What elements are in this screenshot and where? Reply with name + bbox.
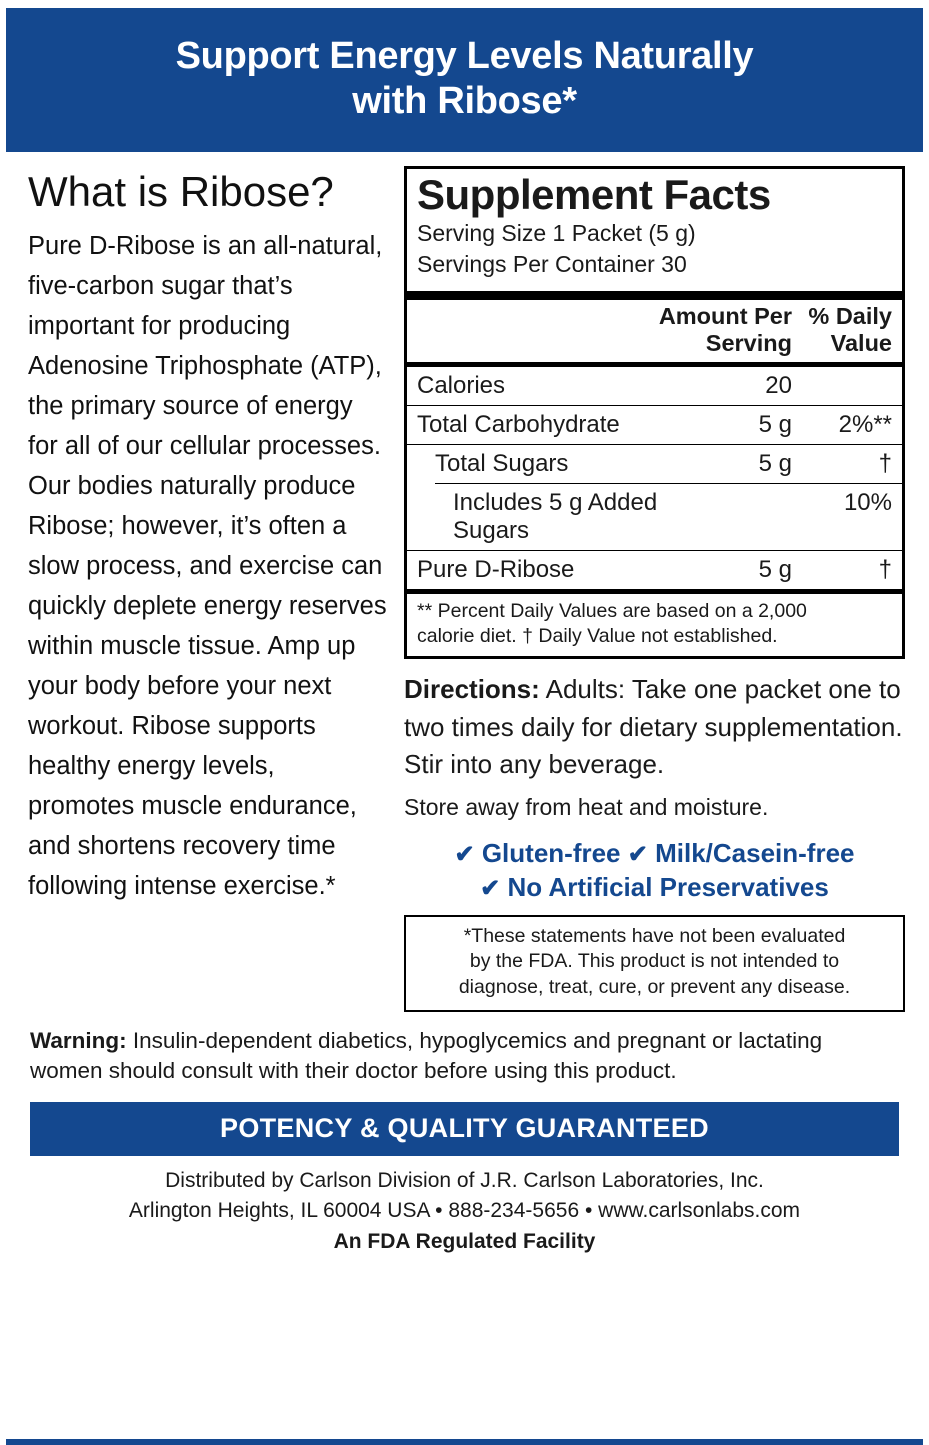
header-banner	[6, 8, 923, 152]
check-icon: ✔	[480, 874, 501, 902]
divider-thick	[407, 291, 902, 300]
banner-headline-line2: with Ribose*	[352, 79, 577, 122]
table-row	[407, 367, 902, 405]
check-icon: ✔	[454, 840, 475, 868]
check-icon: ✔	[627, 840, 648, 868]
footnote-line2: calorie diet. † Daily Value not established.	[417, 625, 778, 648]
footer-facility: An FDA Regulated Facility	[333, 1229, 596, 1253]
table-row	[407, 406, 902, 444]
col-header-dv-line1: % Daily	[808, 302, 892, 329]
left-column	[28, 166, 404, 1012]
product-label-page	[0, 8, 929, 1445]
supplement-facts-title: Supplement Facts	[417, 170, 771, 218]
bottom-accent-rule	[6, 1439, 923, 1445]
nutrient-name: Calories	[417, 372, 506, 400]
col-header-amount-line2: Serving	[705, 330, 792, 357]
table-row	[407, 445, 902, 483]
col-header-dv-line2: Value	[830, 330, 892, 357]
nutrient-dv: 10%	[843, 489, 892, 517]
supplement-facts-footnote	[407, 594, 902, 656]
banner-headline-line1: Support Energy Levels Naturally	[175, 35, 754, 77]
nutrient-dv: †	[878, 556, 892, 584]
nutrient-dv: †	[878, 450, 892, 478]
servings-per-container: Servings Per Container 30	[417, 251, 687, 278]
nutrient-name: Total Sugars	[435, 450, 569, 478]
claims-row-2	[404, 871, 905, 905]
directions-text: Adults: Take one packet one to two times daily for dietary supplementation. Stir into any beverage.	[404, 673, 903, 780]
footnote-line1: ** Percent Daily Values are based on a 2,000	[417, 600, 807, 623]
what-is-ribose-paragraph: Pure D-Ribose is an all-natural, five-carbon sugar that’s important for producing Adenosine Triphosphate (ATP), the primary source of energy for all of our cellular processes. Our bodies naturally produce Ribose; however, it’s often a slow process, and exercise can quickly deplete energy reserves within muscle tissue. Amp up your body before your next workout. Ribose supports healthy energy levels, promotes muscle endurance, and shortens recovery time following intense exercise.*	[28, 231, 387, 901]
warning-text: Insulin-dependent diabetics, hypoglycemics and pregnant or lactating women should consult with their doctor before using this product.	[30, 1027, 823, 1083]
directions-label: Directions:	[404, 673, 540, 704]
fda-disclaimer-line1: *These statements have not been evaluated	[463, 924, 846, 947]
supplement-facts-panel	[404, 166, 905, 659]
nutrient-dv: 2%**	[838, 411, 892, 439]
claim-milk-casein-free: Milk/Casein-free	[655, 837, 855, 868]
what-is-ribose-heading: What is Ribose?	[28, 167, 334, 215]
fda-disclaimer-line2: by the FDA. This product is not intended to	[469, 950, 840, 973]
main-content	[0, 152, 929, 1012]
claim-no-artificial-preservatives: No Artificial Preservatives	[507, 871, 829, 902]
claims-block	[404, 837, 905, 905]
nutrient-amount: 5 g	[758, 450, 792, 478]
right-column	[404, 166, 905, 1012]
nutrient-name: Pure D-Ribose	[417, 556, 575, 584]
nutrient-name: Includes 5 g Added Sugars	[453, 489, 658, 545]
fda-disclaimer-box	[404, 915, 905, 1012]
footer-block	[0, 1156, 929, 1257]
claims-row-1	[404, 837, 905, 871]
potency-quality-bar: POTENCY & QUALITY GUARANTEED	[30, 1102, 899, 1156]
col-header-amount-line1: Amount Per	[658, 302, 792, 329]
storage-instructions: Store away from heat and moisture.	[404, 794, 769, 821]
directions-block	[404, 671, 905, 784]
warning-block	[0, 1012, 929, 1086]
nutrient-amount: 5 g	[758, 556, 792, 584]
supplement-facts-column-headers	[407, 300, 902, 362]
serving-size: Serving Size 1 Packet (5 g)	[417, 219, 696, 246]
fda-disclaimer-line3: diagnose, treat, cure, or prevent any disease.	[458, 975, 851, 998]
footer-address-contact: Arlington Heights, IL 60004 USA • 888-234-5656 • www.carlsonlabs.com	[128, 1199, 801, 1223]
nutrient-name: Total Carbohydrate	[417, 411, 620, 439]
table-row	[407, 484, 902, 550]
nutrient-amount: 5 g	[758, 411, 792, 439]
warning-label: Warning:	[30, 1027, 127, 1053]
footer-distributor: Distributed by Carlson Division of J.R. Carlson Laboratories, Inc.	[165, 1169, 764, 1192]
table-row	[407, 551, 902, 589]
nutrient-amount: 20	[765, 372, 792, 400]
claim-gluten-free: Gluten-free	[481, 837, 621, 868]
